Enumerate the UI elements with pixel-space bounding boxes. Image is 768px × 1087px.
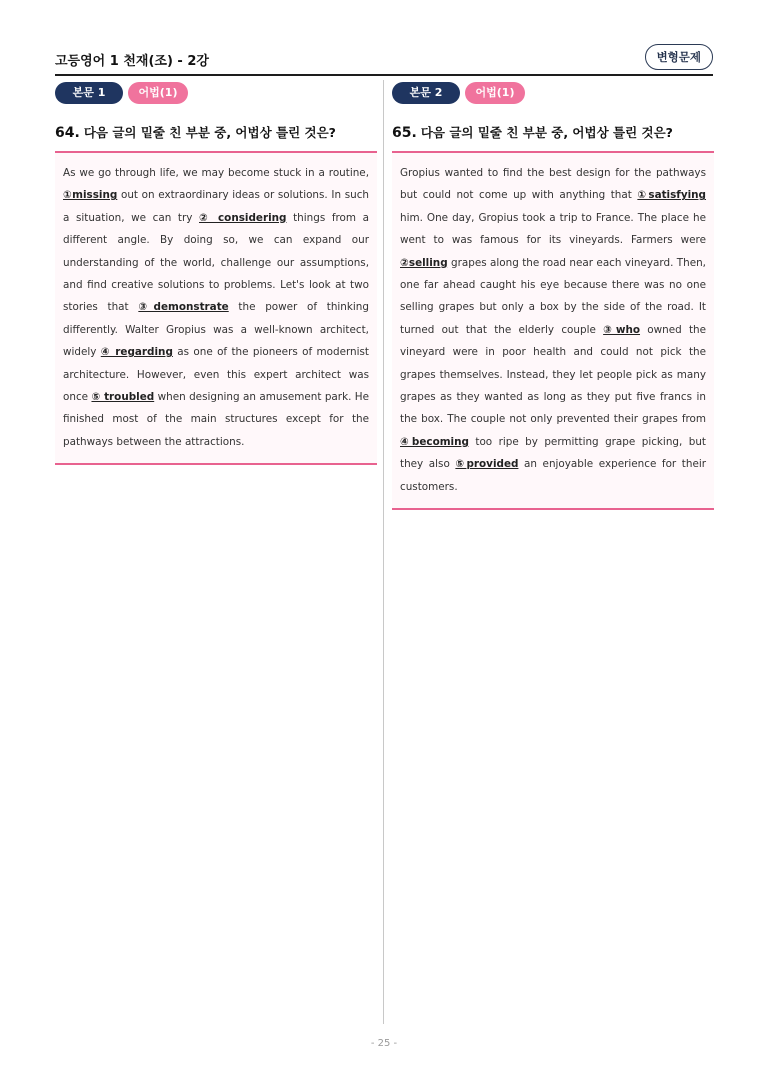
passage-text: when designing an amusement park. He finished most of the main structures except for the pathways between the attractions. xyxy=(63,391,370,448)
underlined-option: ⑤ troubled xyxy=(91,391,155,404)
passage-text: an enjoyable experience for their customers. xyxy=(400,458,706,493)
passage-text: Gropius wanted to find the best design for the pathways but could not come up with anything that xyxy=(400,167,706,202)
passage-text: owned the vineyard were in poor health and could not pick the grapes themselves. Instead, they let people pick as many grapes as they wanted as long as they put five francs in the box. The couple not only prevented their grapes from xyxy=(400,323,707,426)
right-tags xyxy=(392,82,714,106)
underlined-option: ①missing xyxy=(63,189,118,202)
underlined-option: ⑤provided xyxy=(455,458,519,471)
underlined-option: ①satisfying xyxy=(637,189,706,202)
question-64 xyxy=(55,123,377,143)
right-column xyxy=(392,82,714,510)
passage-box xyxy=(392,151,714,510)
passage-text: grapes along the road near each vineyard. Then, one far ahead caught his eye because there was no one selling grapes but only a box by the side of the road. It turned out that the elderly couple xyxy=(400,256,706,336)
type-tag: 어법(1) xyxy=(465,82,525,104)
question-text: 다음 글의 밑줄 친 부분 중, 어법상 틀린 것은? xyxy=(420,125,673,140)
question-text: 다음 글의 밑줄 친 부분 중, 어법상 틀린 것은? xyxy=(83,125,336,140)
underlined-option: ② considering xyxy=(199,211,287,224)
passage-text: the power of thinking differently. Walter Gropius was a well-known architect, widely xyxy=(63,301,369,359)
passage-text: As we go through life, we may become stuck in a routine, xyxy=(63,167,369,179)
question-65 xyxy=(392,123,714,143)
left-tags xyxy=(55,82,377,106)
underlined-option: ③who xyxy=(603,323,641,336)
passage-text: things from a different angle. By doing so, we can expand our understanding of the world, challenge our assumptions, and find creative solutions to problems. Let's look at two stories that xyxy=(63,211,369,314)
passage-text: out on extraordinary ideas or solutions. In such a situation, we can try xyxy=(63,189,369,224)
type-tag: 어법(1) xyxy=(128,82,188,104)
page-number: - 25 - xyxy=(370,1038,398,1049)
passage-text: too ripe by permitting grape picking, but they also xyxy=(400,435,706,471)
underlined-option: ④becoming xyxy=(400,435,469,448)
passage-text: as one of the pioneers of modernist architecture. However, even this expert architect was once xyxy=(63,346,370,404)
page-header xyxy=(55,40,713,76)
question-number: 64. xyxy=(55,125,80,141)
column-divider xyxy=(383,80,384,1024)
underlined-option: ②selling xyxy=(400,256,448,269)
problem-type-badge: 변형문제 xyxy=(645,44,713,70)
document-title: 고등영어 1 천재(조) - 2강 xyxy=(55,54,209,69)
left-column xyxy=(55,82,377,465)
section-tag: 본문 2 xyxy=(392,82,460,104)
passage-text: him. One day, Gropius took a trip to France. The place he went to was famous for its vineyards. Farmers were xyxy=(400,211,706,247)
underlined-option: ④ regarding xyxy=(100,346,173,359)
question-number: 65. xyxy=(392,125,417,141)
section-tag: 본문 1 xyxy=(55,82,123,104)
passage-box xyxy=(55,151,377,465)
underlined-option: ③demonstrate xyxy=(138,301,229,314)
